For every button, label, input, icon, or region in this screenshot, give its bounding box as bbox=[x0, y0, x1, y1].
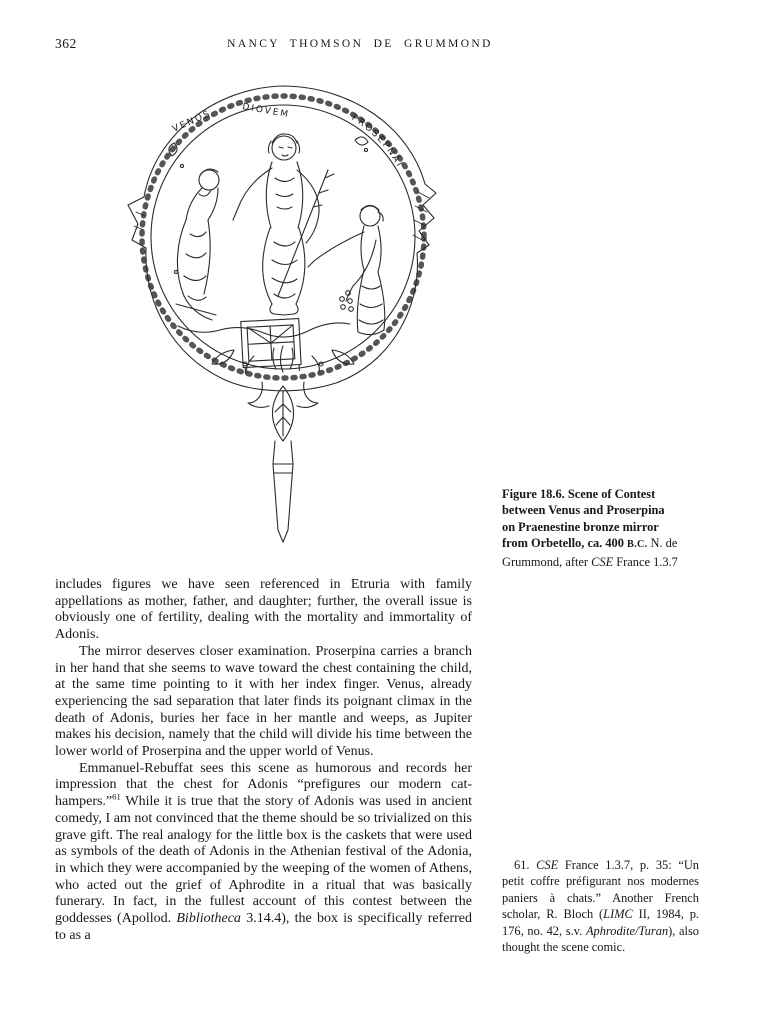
figure-caption bbox=[502, 486, 680, 570]
figure-jupiter bbox=[233, 134, 334, 315]
footnote-aphrodite-turan: Aphrodite/Turan bbox=[585, 923, 669, 938]
paragraph-3-bibliotheca: Bibliotheca bbox=[176, 911, 241, 927]
paragraph-3-text-3: 3.14.4), the box is specifically referred to as a bbox=[55, 911, 472, 943]
footnote-text-2: II, 1984, p. 176, no. 42, s.v. bbox=[502, 907, 699, 938]
inscription-venos: VENOS bbox=[171, 108, 214, 135]
engraved-scene bbox=[169, 134, 385, 374]
ground-line bbox=[178, 323, 350, 337]
figure-18-6 bbox=[112, 52, 442, 554]
footnote-ref-61: 61 bbox=[112, 791, 121, 802]
paragraph-3-text-2: While it is true that the story of Adonis was used in ancient comedy, I am not convinced that the theme should be so trivialized on this grave gift. The real analogy for the little box is the caskets that were used as symbols of the death of Adonis in the Athenian festival of the Adonia, in which they were accompanied by the weeping of the women of Athens, who acted out the grief of Aphrodite in a ritual that was basically funerary. In fact, in the fullest account of this contest between the goddesses (Apollod. bbox=[55, 794, 472, 927]
paragraph-3 bbox=[55, 761, 472, 945]
mirror-handle bbox=[248, 382, 318, 542]
mirror-drawing bbox=[112, 52, 442, 554]
body-text bbox=[55, 577, 472, 944]
caption-credit: N. de Grummond, after bbox=[502, 536, 678, 569]
footnote-number: 61. bbox=[514, 858, 537, 872]
footnote-cse-reference: CSE bbox=[536, 858, 559, 872]
figure-venus bbox=[176, 169, 219, 320]
figure-proserpina bbox=[308, 206, 385, 335]
footnote-61 bbox=[502, 857, 699, 955]
paragraph-2: The mirror deserves closer examination. Proserpina carries a branch in her hand that she seems to wave toward the chest containing the child, at the same time pointing to it with her index finger. Venus, already experiencing the sad separation that later finds its poignant climax in the death of Adonis, buries her face in her mantle and weeps, as Jupiter makes his decision, namely that the child will divide his time between the lower world of Proserpina and the upper world of Venus. bbox=[55, 643, 472, 760]
page-number: 362 bbox=[55, 36, 77, 51]
paragraph-1: includes figures we have seen referenced in Etruria with family appellations as mother, father, and daughter; further, the overall issue is obviously one of fertility, dealing with the mortality and immortality of Adonis. bbox=[55, 577, 472, 643]
footnote-text-3: ), also thought the scene comic. bbox=[502, 923, 699, 955]
running-header: NANCY THOMSON DE GRUMMOND bbox=[227, 38, 493, 50]
inscription-diovem: DIOVEM bbox=[241, 102, 291, 121]
paragraph-3-text-1: Emmanuel-Rebuffat sees this scene as humorous and records her impression that the chest for Adonis “prefigures our modern cat-hampers.” bbox=[55, 760, 472, 810]
caption-bc-date: B.C. bbox=[627, 539, 648, 551]
footnote-limc-reference: LIMC bbox=[603, 907, 633, 922]
caption-cse-reference: CSE bbox=[591, 554, 614, 569]
inscription-prosepnai: PROSEPNAI bbox=[349, 112, 405, 170]
caption-figure-label: Figure 18.6. Scene of Contest between Venus and Proserpina on Praenestine bronze mirror from Orbetello, ca. 400 bbox=[502, 487, 665, 551]
footnote-text-1: France 1.3.7, p. 35: “Un petit coffre préfigurant nos modernes paniers à chats.” Another French scholar, R. Bloch ( bbox=[502, 858, 699, 922]
caption-credit-2: France 1.3.7 bbox=[613, 554, 678, 569]
